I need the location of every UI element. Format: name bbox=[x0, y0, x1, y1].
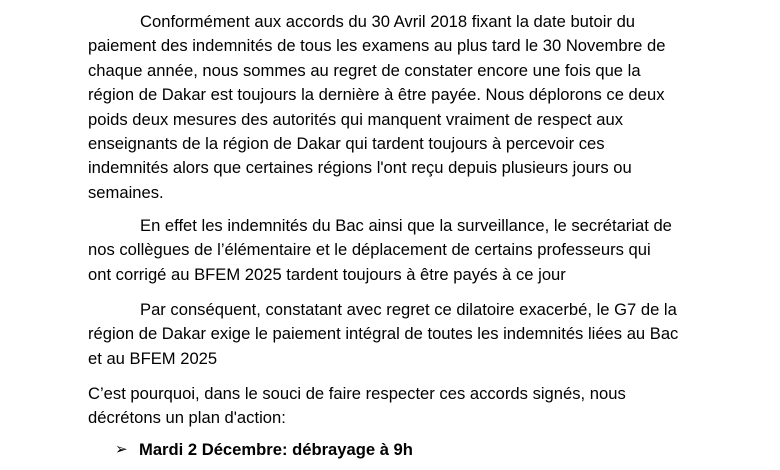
text-line: région de Dakar exige le paiement intégral de toutes les indemnités liées au Bac bbox=[88, 324, 679, 344]
paragraph-plan-action bbox=[88, 382, 716, 431]
cropped-text-fragment bbox=[115, 463, 395, 470]
action-item-text: Mardi 2 Décembre: débrayage à 9h bbox=[139, 440, 413, 459]
text-line: et au BFEM 2025 bbox=[88, 348, 218, 368]
text-line: décrétons un plan d'action: bbox=[88, 408, 286, 428]
text-line: ont corrigé au BFEM 2025 tardent toujours à être payés à ce jour bbox=[88, 264, 566, 284]
cropped-next-line bbox=[115, 463, 395, 470]
paragraph-accords bbox=[88, 10, 716, 205]
text-line: Conformément aux accords du 30 Avril 2018 fixant la date butoir du bbox=[140, 12, 636, 31]
text-line: enseignants de la région de Dakar qui tardent toujours à percevoir ces bbox=[88, 134, 605, 154]
text-line: Par conséquent, constatant avec regret ce dilatoire exacerbé, le G7 de la bbox=[140, 300, 677, 319]
text-line: chaque année, nous sommes au regret de constater encore une fois que la bbox=[88, 60, 641, 80]
text-line: paiement des indemnités de tous les examens au plus tard le 30 Novembre de bbox=[88, 36, 666, 56]
text-line: C’est pourquoi, dans le souci de faire respecter ces accords signés, nous bbox=[88, 384, 626, 403]
text-line: indemnités alors que certaines régions l'ont reçu depuis plusieurs jours ou bbox=[88, 158, 632, 178]
text-line: En effet les indemnités du Bac ainsi que la surveillance, le secrétariat de bbox=[140, 216, 672, 235]
paragraph-exigence bbox=[88, 298, 716, 371]
text-line: nos collègues de l’élémentaire et le déplacement de certains professeurs qui bbox=[88, 240, 651, 260]
text-line: région de Dakar est toujours la dernière à être payée. Nous déplorons ce deux bbox=[88, 85, 665, 105]
arrow-bullet-icon: ➢ bbox=[115, 441, 128, 458]
action-item bbox=[115, 438, 413, 462]
paragraph-indemnites bbox=[88, 214, 716, 287]
text-line: semaines. bbox=[88, 182, 164, 202]
text-line: poids deux mesures des autorités qui manquent vraiment de respect aux bbox=[88, 109, 623, 129]
